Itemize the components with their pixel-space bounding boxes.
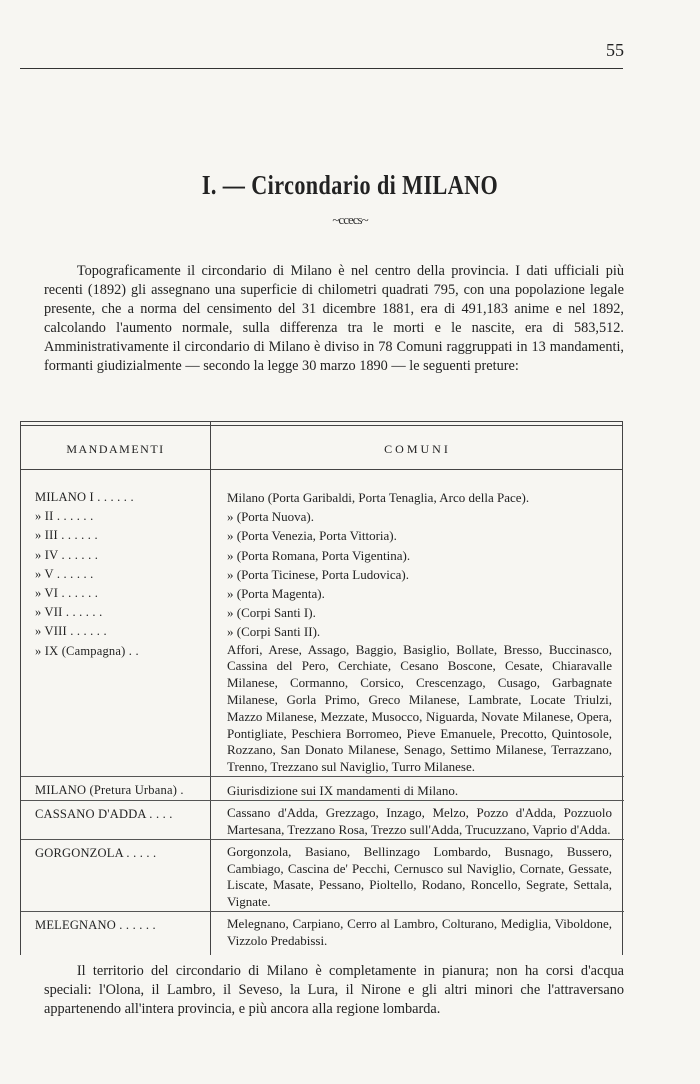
- table-row: [21, 622, 624, 641]
- mandamento-cell: » VI . . . . . .: [35, 586, 99, 601]
- comuni-cell: » (Corpi Santi I).: [227, 605, 316, 621]
- intro-paragraph: Topograficamente il circondario di Milano è nel centro della provincia. I dati ufficiali più recenti (1892) gli assegnano una superficie di chilometri quadrati 795, con una popolazione legale presente, che a norma del censimento del 31 dicembre 1881, era di 491,183 anime e nel 1892, calcolando l'aumento normale, sulla differenza tra le morti e le nascite, era di 583,512. Amministrativamente il circondario di Milano è diviso in 78 Comuni raggruppati in 13 mandamenti, formanti giudizialmente — secondo la legge 30 marzo 1890 — le seguenti preture:: [44, 263, 624, 374]
- mandamento-cell: » III . . . . . .: [35, 528, 98, 543]
- comuni-cell: Melegnano, Carpiano, Cerro al Lambro, Colturano, Mediglia, Viboldone, Vizzolo Predabissi.: [227, 915, 612, 948]
- comuni-cell: » (Porta Romana, Porta Vigentina).: [227, 547, 411, 563]
- mandamento-cell: » VIII . . . . . .: [35, 624, 107, 639]
- table-row: [21, 546, 624, 565]
- comuni-cell: Milano (Porta Garibaldi, Porta Tenaglia, Arco della Pace).: [227, 490, 530, 505]
- comuni-cell: » (Porta Magenta).: [227, 586, 325, 602]
- header-comuni: COMUNI: [384, 442, 451, 456]
- table-row: [21, 507, 624, 526]
- header-rule: [20, 68, 623, 69]
- table-row: [21, 642, 624, 776]
- comuni-cell: Cassano d'Adda, Grezzago, Inzago, Melzo, Pozzo d'Adda, Pozzuolo Martesana, Trezzano Rosa, Trezzo sull'Adda, Trucuzzano, Vaprio d'Adda.: [227, 805, 612, 837]
- comuni-cell: » (Porta Nuova).: [227, 509, 315, 525]
- mandamento-cell: MILANO I . . . . . .: [35, 490, 134, 504]
- table-row: [21, 781, 624, 800]
- comuni-cell: Affori, Arese, Assago, Baggio, Basiglio, Bollate, Bresso, Buccinasco, Cassina del Pero, Cerchiate, Cesano Boscone, Cesate, Chiaravalle Milanese, Cormanno, Corsico, Crescenzago, Cusago, Garbagnate Milanese, Gorla Primo, Greco Milanese, Lambrate, Locate Triulzi, Mazzo Milanese, Mezzate, Musocco, Niguarda, Novate Milanese, Opera, Pontigliate, Peschiera Borromeo, Pieve Emanuele, Precotto, Quintosole, Rozzano, San Donato Milanese, Senago, Settimo Milanese, Terrazzano, Trenno, Trezzano sul Naviglio, Turro Milanese.: [227, 641, 612, 775]
- mandamento-cell: MELEGNANO . . . . . .: [35, 917, 156, 932]
- table-row: [21, 584, 624, 603]
- header-divider: [21, 469, 622, 470]
- table-row: [21, 844, 624, 911]
- mandamento-cell: » II . . . . . .: [35, 509, 94, 524]
- table-row: [21, 526, 624, 545]
- page-number: 55: [606, 40, 624, 60]
- comuni-cell: Gorgonzola, Basiano, Bellinzago Lombardo, Busnago, Bussero, Cambiago, Cascina de' Pecchi, Cernusco sul Naviglio, Cornate, Gessate, Liscate, Masate, Pessano, Pioltello, Rodano, Roncello, Segrate, Settala, Vignate.: [227, 843, 612, 910]
- table-body: [21, 488, 624, 950]
- comuni-cell: » (Porta Venezia, Porta Vittoria).: [227, 528, 397, 544]
- mandamento-cell: GORGONZOLA . . . . .: [35, 845, 157, 860]
- mandamento-cell: » V . . . . . .: [35, 566, 94, 581]
- table-row: [21, 488, 624, 507]
- table-row: [21, 603, 624, 622]
- table-row: [21, 565, 624, 584]
- preture-table: [20, 421, 623, 955]
- closing-paragraph: Il territorio del circondario di Milano è completamente in pianura; non ha corsi d'acqua speciali: l'Olona, il Lambro, il Seveso, la Lura, il Nirone e gli altri minori che l'attraversano appartenendo all'intera provincia, e più ancora alla regione lombarda.: [44, 963, 624, 1017]
- table-row: [21, 805, 624, 839]
- header-mandamenti: MANDAMENTI: [66, 442, 165, 456]
- mandamento-cell: CASSANO D'ADDA . . . .: [35, 807, 173, 822]
- mandamento-cell: MILANO (Pretura Urbana) .: [35, 783, 184, 797]
- section-heading: I. — Circondario di MILANO: [201, 170, 499, 200]
- ornament: ~ccecs~: [332, 212, 368, 227]
- mandamento-cell: » IX (Campagna) . .: [35, 643, 139, 658]
- comuni-cell: Giurisdizione sui IX mandamenti di Milano.: [227, 783, 459, 798]
- table-row: [21, 916, 624, 950]
- mandamento-cell: » VII . . . . . .: [35, 605, 103, 620]
- comuni-cell: » (Porta Ticinese, Porta Ludovica).: [227, 566, 409, 582]
- mandamento-cell: » IV . . . . . .: [35, 547, 99, 562]
- comuni-cell: » (Corpi Santi II).: [227, 624, 321, 640]
